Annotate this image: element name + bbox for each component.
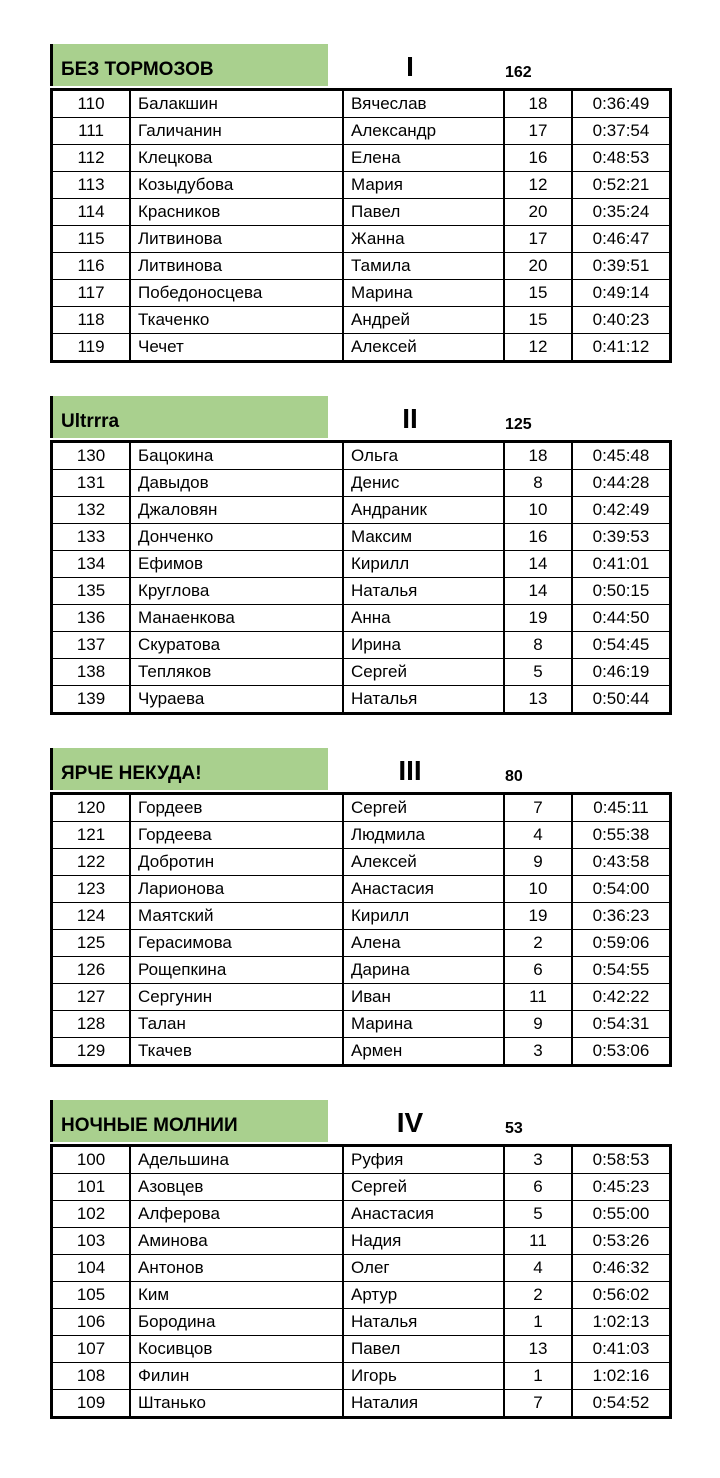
- finish-time-cell: 0:44:28: [572, 470, 671, 497]
- participant-number-cell: 116: [52, 253, 131, 280]
- table-row: [52, 199, 671, 226]
- table-row: [52, 686, 671, 714]
- last-name-cell: Бацокина: [130, 442, 343, 470]
- team-table: [50, 792, 672, 1067]
- participant-number-cell: 102: [52, 1201, 131, 1228]
- team-rank: I: [406, 51, 414, 82]
- last-name-cell: Донченко: [130, 524, 343, 551]
- last-name-cell: Маятский: [130, 903, 343, 930]
- participant-number-cell: 112: [52, 145, 131, 172]
- last-name-cell: Победоносцева: [130, 280, 343, 307]
- table-row: [52, 605, 671, 632]
- participant-number-cell: 118: [52, 307, 131, 334]
- team-score: 162: [505, 64, 532, 81]
- table-row: [52, 1282, 671, 1309]
- finish-time-cell: 1:02:13: [572, 1309, 671, 1336]
- last-name-cell: Ткачев: [130, 1038, 343, 1066]
- table-row: [52, 226, 671, 253]
- points-cell: 19: [504, 605, 572, 632]
- table-row: [52, 984, 671, 1011]
- table-row: [52, 1201, 671, 1228]
- team-header: [50, 1100, 672, 1144]
- participant-number-cell: 110: [52, 90, 131, 118]
- points-cell: 9: [504, 849, 572, 876]
- finish-time-cell: 0:42:22: [572, 984, 671, 1011]
- participant-number-cell: 121: [52, 822, 131, 849]
- points-cell: 8: [504, 632, 572, 659]
- participant-number-cell: 106: [52, 1309, 131, 1336]
- table-row: [52, 876, 671, 903]
- participant-number-cell: 103: [52, 1228, 131, 1255]
- points-cell: 15: [504, 280, 572, 307]
- table-row: [52, 307, 671, 334]
- finish-time-cell: 0:45:11: [572, 794, 671, 822]
- last-name-cell: Ткаченко: [130, 307, 343, 334]
- first-name-cell: Вячеслав: [343, 90, 504, 118]
- points-cell: 2: [504, 930, 572, 957]
- points-cell: 1: [504, 1363, 572, 1390]
- last-name-cell: Тепляков: [130, 659, 343, 686]
- participant-number-cell: 105: [52, 1282, 131, 1309]
- table-row: [52, 334, 671, 362]
- finish-time-cell: 0:36:49: [572, 90, 671, 118]
- points-cell: 4: [504, 822, 572, 849]
- last-name-cell: Давыдов: [130, 470, 343, 497]
- table-row: [52, 1146, 671, 1174]
- last-name-cell: Скуратова: [130, 632, 343, 659]
- first-name-cell: Анастасия: [343, 876, 504, 903]
- first-name-cell: Игорь: [343, 1363, 504, 1390]
- table-row: [52, 253, 671, 280]
- finish-time-cell: 0:53:06: [572, 1038, 671, 1066]
- team-name: ЯРЧЕ НЕКУДА!: [50, 748, 328, 790]
- participant-number-cell: 131: [52, 470, 131, 497]
- finish-time-cell: 0:45:23: [572, 1174, 671, 1201]
- finish-time-cell: 0:54:55: [572, 957, 671, 984]
- participant-number-cell: 127: [52, 984, 131, 1011]
- first-name-cell: Олег: [343, 1255, 504, 1282]
- last-name-cell: Козыдубова: [130, 172, 343, 199]
- participant-number-cell: 114: [52, 199, 131, 226]
- points-cell: 13: [504, 686, 572, 714]
- participant-number-cell: 100: [52, 1146, 131, 1174]
- table-row: [52, 903, 671, 930]
- table-row: [52, 118, 671, 145]
- finish-time-cell: 0:54:00: [572, 876, 671, 903]
- participant-number-cell: 104: [52, 1255, 131, 1282]
- finish-time-cell: 0:49:14: [572, 280, 671, 307]
- table-row: [52, 442, 671, 470]
- finish-time-cell: 0:39:51: [572, 253, 671, 280]
- first-name-cell: Надия: [343, 1228, 504, 1255]
- last-name-cell: Литвинова: [130, 226, 343, 253]
- last-name-cell: Адельшина: [130, 1146, 343, 1174]
- participant-number-cell: 138: [52, 659, 131, 686]
- finish-time-cell: 0:41:01: [572, 551, 671, 578]
- points-cell: 11: [504, 984, 572, 1011]
- points-cell: 18: [504, 90, 572, 118]
- last-name-cell: Антонов: [130, 1255, 343, 1282]
- first-name-cell: Иван: [343, 984, 504, 1011]
- participant-number-cell: 129: [52, 1038, 131, 1066]
- first-name-cell: Максим: [343, 524, 504, 551]
- participant-number-cell: 132: [52, 497, 131, 524]
- first-name-cell: Армен: [343, 1038, 504, 1066]
- team-name: Ultrrra: [50, 396, 328, 438]
- points-cell: 16: [504, 524, 572, 551]
- finish-time-cell: 0:45:48: [572, 442, 671, 470]
- first-name-cell: Анна: [343, 605, 504, 632]
- table-row: [52, 930, 671, 957]
- participant-number-cell: 109: [52, 1390, 131, 1418]
- participant-number-cell: 134: [52, 551, 131, 578]
- finish-time-cell: 0:54:31: [572, 1011, 671, 1038]
- table-row: [52, 470, 671, 497]
- first-name-cell: Наталья: [343, 686, 504, 714]
- finish-time-cell: 0:53:26: [572, 1228, 671, 1255]
- finish-time-cell: 0:50:15: [572, 578, 671, 605]
- points-cell: 20: [504, 253, 572, 280]
- last-name-cell: Гордеева: [130, 822, 343, 849]
- team-block: [50, 44, 672, 363]
- team-name: НОЧНЫЕ МОЛНИИ: [50, 1100, 328, 1142]
- finish-time-cell: 0:54:52: [572, 1390, 671, 1418]
- last-name-cell: Бородина: [130, 1309, 343, 1336]
- participant-number-cell: 119: [52, 334, 131, 362]
- points-cell: 16: [504, 145, 572, 172]
- points-cell: 14: [504, 578, 572, 605]
- table-row: [52, 1038, 671, 1066]
- participant-number-cell: 123: [52, 876, 131, 903]
- finish-time-cell: 0:44:50: [572, 605, 671, 632]
- participant-number-cell: 136: [52, 605, 131, 632]
- finish-time-cell: 0:46:32: [572, 1255, 671, 1282]
- last-name-cell: Рощепкина: [130, 957, 343, 984]
- table-row: [52, 524, 671, 551]
- last-name-cell: Клецкова: [130, 145, 343, 172]
- first-name-cell: Кирилл: [343, 551, 504, 578]
- team-block: [50, 396, 672, 715]
- first-name-cell: Руфия: [343, 1146, 504, 1174]
- first-name-cell: Мария: [343, 172, 504, 199]
- table-row: [52, 822, 671, 849]
- first-name-cell: Алексей: [343, 334, 504, 362]
- last-name-cell: Джаловян: [130, 497, 343, 524]
- finish-time-cell: 0:59:06: [572, 930, 671, 957]
- first-name-cell: Жанна: [343, 226, 504, 253]
- points-cell: 14: [504, 551, 572, 578]
- table-row: [52, 1309, 671, 1336]
- first-name-cell: Денис: [343, 470, 504, 497]
- points-cell: 4: [504, 1255, 572, 1282]
- team-header: [50, 44, 672, 88]
- last-name-cell: Гордеев: [130, 794, 343, 822]
- team-table: [50, 440, 672, 715]
- last-name-cell: Литвинова: [130, 253, 343, 280]
- last-name-cell: Азовцев: [130, 1174, 343, 1201]
- finish-time-cell: 0:50:44: [572, 686, 671, 714]
- points-cell: 5: [504, 659, 572, 686]
- finish-time-cell: 0:36:23: [572, 903, 671, 930]
- finish-time-cell: 0:54:45: [572, 632, 671, 659]
- table-row: [52, 551, 671, 578]
- finish-time-cell: 0:46:19: [572, 659, 671, 686]
- finish-time-cell: 0:35:24: [572, 199, 671, 226]
- participant-number-cell: 107: [52, 1336, 131, 1363]
- first-name-cell: Сергей: [343, 794, 504, 822]
- last-name-cell: Добротин: [130, 849, 343, 876]
- team-block: [50, 748, 672, 1067]
- finish-time-cell: 0:39:53: [572, 524, 671, 551]
- first-name-cell: Анастасия: [343, 1201, 504, 1228]
- first-name-cell: Наталья: [343, 578, 504, 605]
- table-row: [52, 659, 671, 686]
- team-header: [50, 396, 672, 440]
- first-name-cell: Марина: [343, 1011, 504, 1038]
- first-name-cell: Дарина: [343, 957, 504, 984]
- points-cell: 13: [504, 1336, 572, 1363]
- finish-time-cell: 0:48:53: [572, 145, 671, 172]
- table-row: [52, 849, 671, 876]
- last-name-cell: Ефимов: [130, 551, 343, 578]
- finish-time-cell: 0:56:02: [572, 1282, 671, 1309]
- team-rank: IV: [396, 1107, 424, 1138]
- first-name-cell: Ирина: [343, 632, 504, 659]
- points-cell: 9: [504, 1011, 572, 1038]
- points-cell: 18: [504, 442, 572, 470]
- points-cell: 5: [504, 1201, 572, 1228]
- participant-number-cell: 124: [52, 903, 131, 930]
- first-name-cell: Людмила: [343, 822, 504, 849]
- participant-number-cell: 128: [52, 1011, 131, 1038]
- participant-number-cell: 126: [52, 957, 131, 984]
- table-row: [52, 1228, 671, 1255]
- table-row: [52, 1011, 671, 1038]
- table-row: [52, 632, 671, 659]
- last-name-cell: Галичанин: [130, 118, 343, 145]
- finish-time-cell: 0:40:23: [572, 307, 671, 334]
- team-block: [50, 1100, 672, 1419]
- last-name-cell: Ларионова: [130, 876, 343, 903]
- participant-number-cell: 137: [52, 632, 131, 659]
- points-cell: 11: [504, 1228, 572, 1255]
- finish-time-cell: 0:52:21: [572, 172, 671, 199]
- last-name-cell: Аминова: [130, 1228, 343, 1255]
- last-name-cell: Чураева: [130, 686, 343, 714]
- first-name-cell: Артур: [343, 1282, 504, 1309]
- table-row: [52, 957, 671, 984]
- team-rank: III: [398, 755, 422, 786]
- first-name-cell: Марина: [343, 280, 504, 307]
- participant-number-cell: 139: [52, 686, 131, 714]
- last-name-cell: Герасимова: [130, 930, 343, 957]
- table-row: [52, 172, 671, 199]
- last-name-cell: Штанько: [130, 1390, 343, 1418]
- participant-number-cell: 120: [52, 794, 131, 822]
- first-name-cell: Алена: [343, 930, 504, 957]
- points-cell: 7: [504, 794, 572, 822]
- points-cell: 15: [504, 307, 572, 334]
- finish-time-cell: 0:43:58: [572, 849, 671, 876]
- last-name-cell: Балакшин: [130, 90, 343, 118]
- points-cell: 6: [504, 1174, 572, 1201]
- points-cell: 8: [504, 470, 572, 497]
- first-name-cell: Кирилл: [343, 903, 504, 930]
- first-name-cell: Павел: [343, 199, 504, 226]
- points-cell: 20: [504, 199, 572, 226]
- points-cell: 12: [504, 172, 572, 199]
- last-name-cell: Манаенкова: [130, 605, 343, 632]
- table-row: [52, 497, 671, 524]
- table-row: [52, 1363, 671, 1390]
- last-name-cell: Косивцов: [130, 1336, 343, 1363]
- finish-time-cell: 0:41:03: [572, 1336, 671, 1363]
- first-name-cell: Андрей: [343, 307, 504, 334]
- finish-time-cell: 0:41:12: [572, 334, 671, 362]
- last-name-cell: Ким: [130, 1282, 343, 1309]
- participant-number-cell: 117: [52, 280, 131, 307]
- team-score: 80: [505, 768, 523, 785]
- team-score: 125: [505, 416, 532, 433]
- points-cell: 10: [504, 876, 572, 903]
- participant-number-cell: 125: [52, 930, 131, 957]
- points-cell: 3: [504, 1146, 572, 1174]
- finish-time-cell: 1:02:16: [572, 1363, 671, 1390]
- team-table: [50, 88, 672, 363]
- team-score: 53: [505, 1120, 523, 1137]
- table-row: [52, 90, 671, 118]
- participant-number-cell: 113: [52, 172, 131, 199]
- points-cell: 19: [504, 903, 572, 930]
- first-name-cell: Ольга: [343, 442, 504, 470]
- first-name-cell: Сергей: [343, 659, 504, 686]
- participant-number-cell: 135: [52, 578, 131, 605]
- participant-number-cell: 130: [52, 442, 131, 470]
- finish-time-cell: 0:55:38: [572, 822, 671, 849]
- first-name-cell: Наталия: [343, 1390, 504, 1418]
- first-name-cell: Андраник: [343, 497, 504, 524]
- last-name-cell: Алферова: [130, 1201, 343, 1228]
- first-name-cell: Павел: [343, 1336, 504, 1363]
- last-name-cell: Филин: [130, 1363, 343, 1390]
- table-row: [52, 280, 671, 307]
- table-row: [52, 145, 671, 172]
- finish-time-cell: 0:58:53: [572, 1146, 671, 1174]
- participant-number-cell: 101: [52, 1174, 131, 1201]
- table-row: [52, 1255, 671, 1282]
- participant-number-cell: 111: [52, 118, 131, 145]
- table-row: [52, 578, 671, 605]
- finish-time-cell: 0:46:47: [572, 226, 671, 253]
- points-cell: 1: [504, 1309, 572, 1336]
- points-cell: 3: [504, 1038, 572, 1066]
- first-name-cell: Елена: [343, 145, 504, 172]
- points-cell: 6: [504, 957, 572, 984]
- participant-number-cell: 133: [52, 524, 131, 551]
- team-name: БЕЗ ТОРМОЗОВ: [50, 44, 328, 86]
- points-cell: 12: [504, 334, 572, 362]
- participant-number-cell: 115: [52, 226, 131, 253]
- team-header: [50, 748, 672, 792]
- last-name-cell: Талан: [130, 1011, 343, 1038]
- last-name-cell: Красников: [130, 199, 343, 226]
- first-name-cell: Александр: [343, 118, 504, 145]
- points-cell: 17: [504, 226, 572, 253]
- team-rank: II: [402, 403, 418, 434]
- last-name-cell: Сергунин: [130, 984, 343, 1011]
- finish-time-cell: 0:55:00: [572, 1201, 671, 1228]
- table-row: [52, 1390, 671, 1418]
- last-name-cell: Круглова: [130, 578, 343, 605]
- first-name-cell: Наталья: [343, 1309, 504, 1336]
- table-row: [52, 1336, 671, 1363]
- table-row: [52, 1174, 671, 1201]
- table-row: [52, 794, 671, 822]
- first-name-cell: Алексей: [343, 849, 504, 876]
- finish-time-cell: 0:42:49: [572, 497, 671, 524]
- first-name-cell: Сергей: [343, 1174, 504, 1201]
- team-table: [50, 1144, 672, 1419]
- finish-time-cell: 0:37:54: [572, 118, 671, 145]
- points-cell: 10: [504, 497, 572, 524]
- first-name-cell: Тамила: [343, 253, 504, 280]
- participant-number-cell: 108: [52, 1363, 131, 1390]
- participant-number-cell: 122: [52, 849, 131, 876]
- points-cell: 17: [504, 118, 572, 145]
- last-name-cell: Чечет: [130, 334, 343, 362]
- points-cell: 7: [504, 1390, 572, 1418]
- points-cell: 2: [504, 1282, 572, 1309]
